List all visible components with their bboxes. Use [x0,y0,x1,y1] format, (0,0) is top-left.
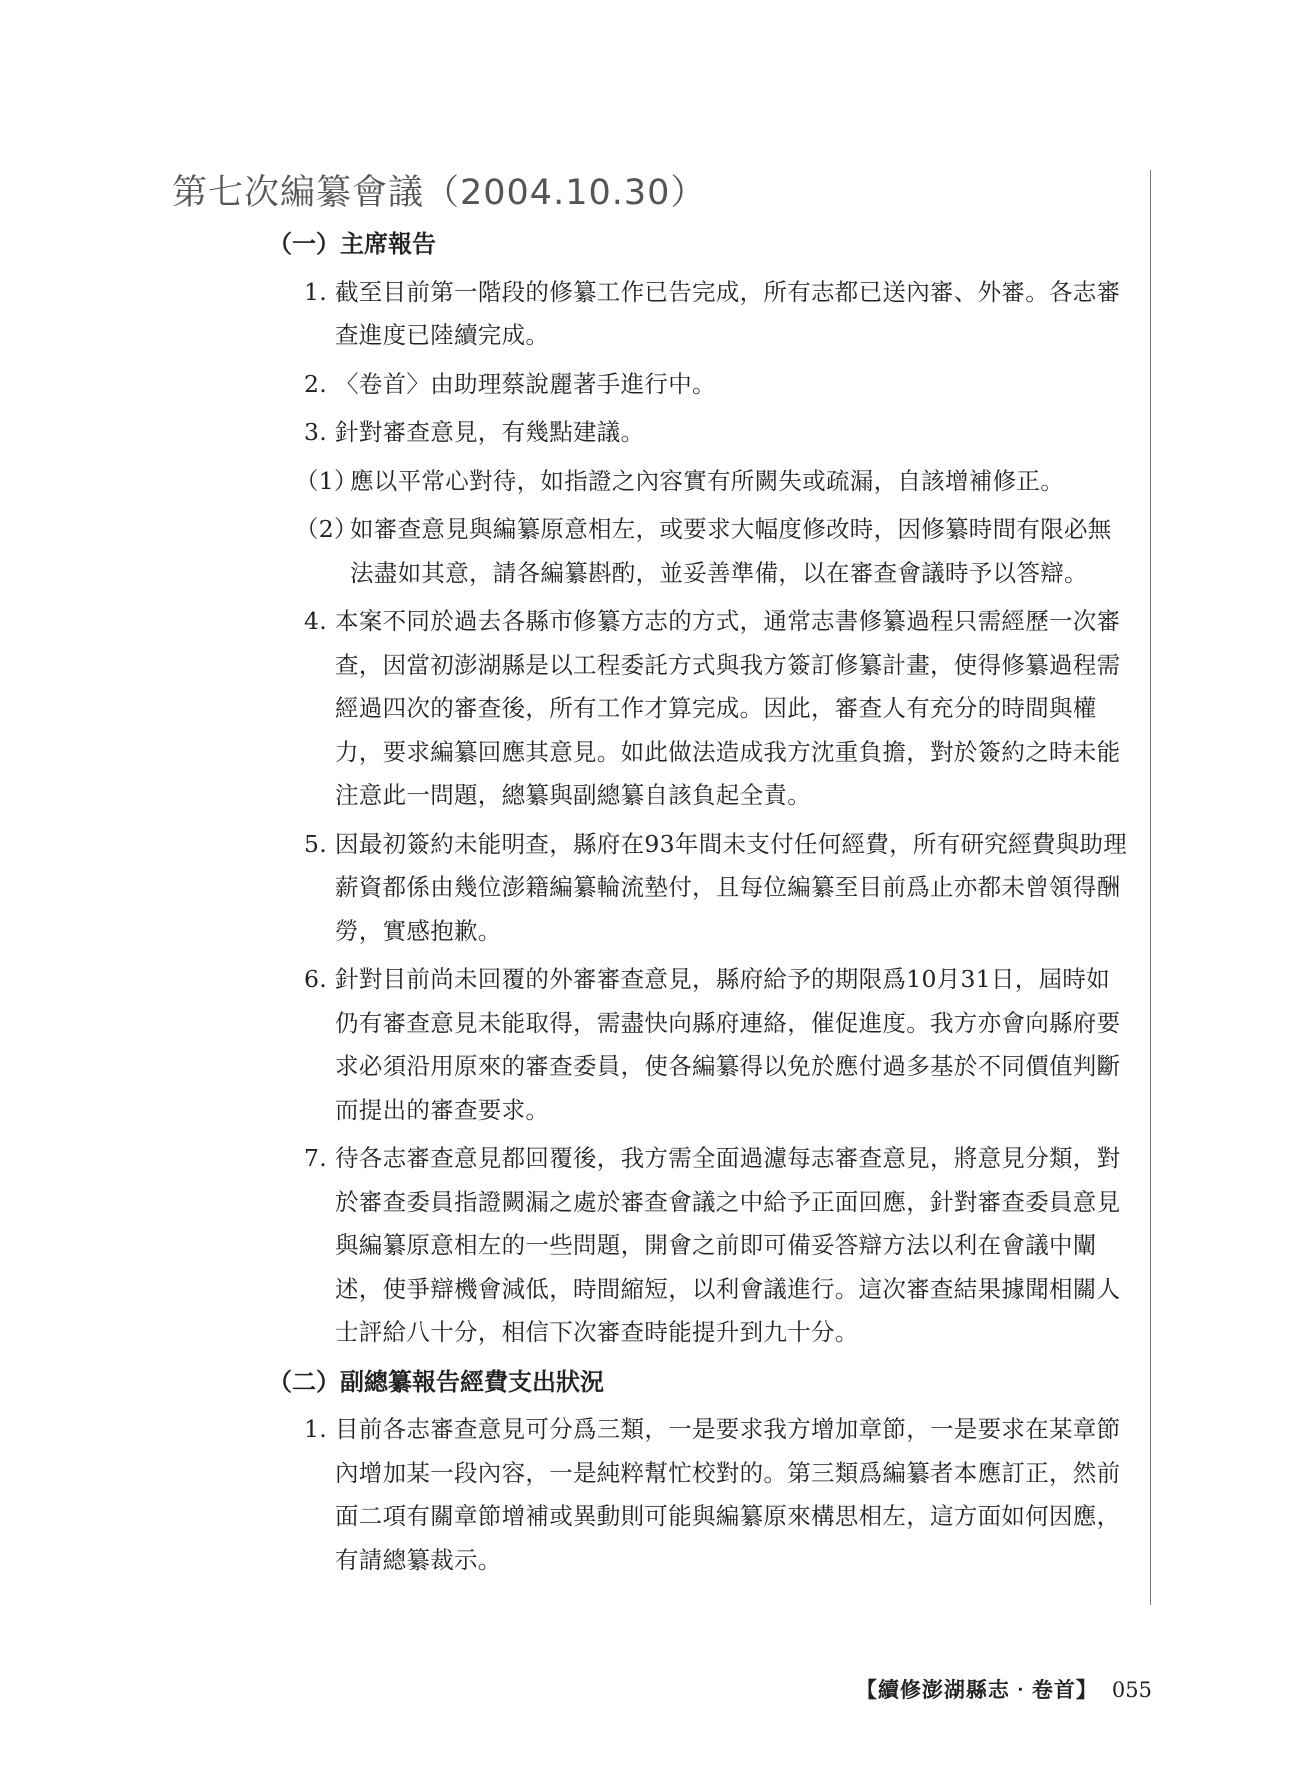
list-item [304,411,1131,455]
item-text: 本案不同於過去各縣市修纂方志的方式，通常志書修纂過程只需經歷一次審查，因當初澎湖縣是以工程委託方式與我方簽訂修纂計畫，使得修纂過程需經過四次的審查後，所有工作才算完成。因此，審查人有充分的時間與權力，要求編纂回應其意見。如此做法造成我方沈重負擔，對於簽約之時未能注意此一問題，總纂與副總纂自該負起全責。 [335,607,1121,809]
item-text: 針對目前尚未回覆的外審審查意見，縣府給予的期限爲10月31日，屆時如仍有審查意見未能取得，需盡快向縣府連絡，催促進度。我方亦會向縣府要求必須沿用原來的審查委員，使各編纂得以免於應付過多基於不同價值判斷而提出的審查要求。 [335,965,1121,1124]
item-text: 截至目前第一階段的修纂工作已告完成，所有志都已送內審、外審。各志審查進度已陸續完成。 [335,277,1121,349]
item-text: 待各志審查意見都回覆後，我方需全面過濾每志審查意見，將意見分類，對於審查委員指證闕漏之處於審查會議之中給予正面回應，針對審查委員意見與編纂原意相左的一些問題，開會之前即可備妥答辯方法以利在會議中闡述，使爭辯機會減低，時間縮短，以利會議進行。這次審查結果據聞相關人士評給八十分，相信下次審查時能提升到九十分。 [335,1144,1121,1346]
list-item [304,271,1131,358]
item-number: 5. [304,829,328,858]
sub-list-item [295,508,1131,595]
item-text: 針對審查意見，有幾點建議。 [335,418,645,446]
section-heading: （二）副總纂報告經費支出狀況 [268,1366,604,1396]
list-item [304,1137,1131,1355]
sub-list-item [295,460,1131,504]
item-number: 6. [304,965,328,993]
list-item [304,1408,1131,1582]
list-item [304,958,1131,1132]
item-text: 〈卷首〉由助理蔡說麗著手進行中。 [335,369,716,398]
section-heading: （一）主席報告 [268,229,436,258]
book-title: 【續修澎湖縣志‧卷首】 [855,1677,1098,1702]
list-item [304,363,1131,407]
item-number: 3. [304,418,328,446]
list-item [304,823,1131,954]
item-text: 因最初簽約未能明查，縣府在93年間未支付任何經費，所有研究經費與助理薪資都係由幾位澎籍編纂輪流墊付，且每位編纂至目前爲止亦都未曾領得酬勞，實感抱歉。 [335,829,1128,945]
page-content [0,222,1300,1587]
page-title: 第七次編纂會議（2004.10.30） [172,173,707,213]
item-number: 1. [304,277,328,306]
item-number: （2） [295,515,358,543]
item-number: 4. [304,607,328,635]
item-number: 7. [304,1144,328,1172]
item-number: （1） [295,466,358,495]
page-footer [856,1674,1152,1704]
list-item [304,600,1131,818]
item-text: 目前各志審查意見可分爲三類，一是要求我方增加章節，一是要求在某章節內增加某一段內容，一是純粹幫忙校對的。第三類爲編纂者本應訂正，然前面二項有關章節增補或異動則可能與編纂原來構思相左，這方面如何因應，有請總纂裁示。 [335,1415,1121,1574]
item-number: 1. [304,1415,328,1443]
item-text: 如審查意見與編纂原意相左，或要求大幅度修改時，因修纂時間有限必無法盡如其意，請各編纂斟酌，並妥善準備，以在審查會議時予以答辯。 [350,515,1112,587]
item-text: 應以平常心對待，如指證之內容實有所闕失或疏漏，自該增補修正。 [350,466,1064,495]
item-number: 2. [304,369,328,398]
page-number: 055 [1111,1678,1152,1702]
